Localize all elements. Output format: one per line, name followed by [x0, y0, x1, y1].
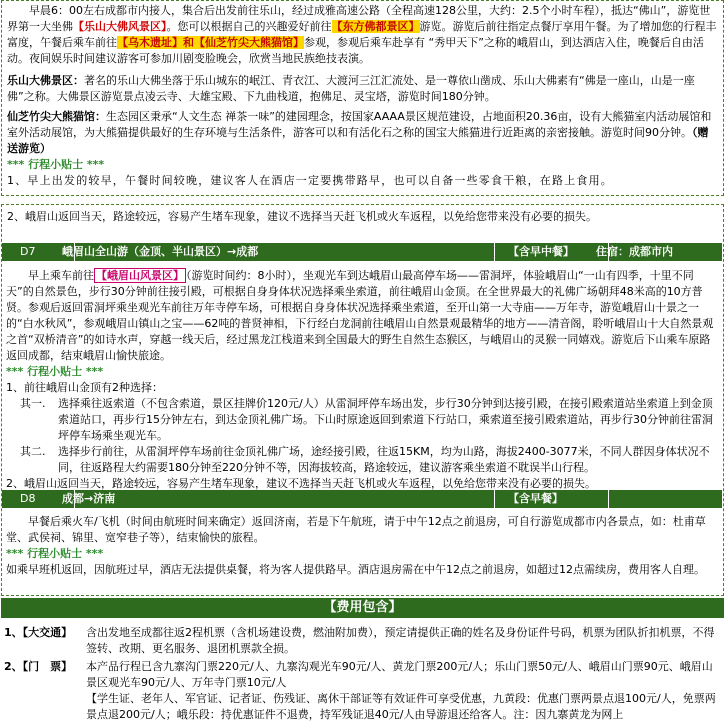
tip-item: 2、峨眉山返回当天，路途较远，容易产生堵车现象，建议不选择当天赶飞机或火车返程，以免给您带来没有必要的损失。: [6, 477, 596, 490]
leshan-desc: [7, 73, 718, 105]
tip-item: 2、峨眉山返回当天，路途较远，容易产生堵车现象，建议不选择当天赶飞机或火车返程，以免给您带来没有必要的损失。: [7, 210, 597, 223]
option-text: 选择步行前往，从雷洞坪停车场前往金顶礼佛广场，途经接引殿，往返15KM，均为山路，海拔2400-3077米，不同人群因身体状况不同，往返路程大约需要180分钟至220分钟不等，因海拔较高，路途较远，建议游客乘坐索道不耽误半山行程。: [58, 445, 710, 474]
day-header-d8: [2, 490, 722, 508]
tip-item: 如乘早班机返回，因航班过早，酒店无法提供桌餐，将为客人提供路早。酒店退房需在中午12点之前退房，如超过12点需续房，费用客人自理。: [6, 563, 705, 576]
panda-desc: [7, 109, 718, 157]
tips-title: *** 行程小贴士 ***: [7, 158, 105, 171]
fee-text: 含出发地至成都往返2程机票（含机场建设费，燃油附加费），预定请提供正确的姓名及身份证件号码，机票为团队折扣机票，不得签转、改期、更名服务、退团机票款全损。: [86, 626, 715, 655]
option-two: [6, 444, 718, 476]
empty-cell: [588, 490, 725, 508]
paragraph-text: 游览。游览后前往指定点餐厅享用午餐。为了增加您的行程丰富度，午餐后乘车前往: [7, 20, 717, 49]
panda-gift: （赠送游览）: [7, 126, 709, 155]
day-paragraph: [6, 268, 718, 364]
fee-label: 1、【大交通】: [4, 626, 73, 639]
day-paragraph: [7, 3, 718, 67]
panda-label: 仙芝竹尖大熊猫馆：: [7, 110, 106, 123]
panda-text: 生态园区秉承“人文生态 禅茶一味”的建园理念，按国家AAAA景区规范建设，占地面积20.36亩，设有大熊猫室内活动展馆和室外活动展馆，为大熊猫提供最好的生存环境与生活条件，游客可以和有活化石之称的国宝大熊猫进行近距离的亲密接触。游览时间90分钟。: [7, 110, 712, 139]
leshan-highlight: 【乐山大佛风景区】: [73, 20, 167, 33]
tip-item: 1、前往峨眉山金顶有2种选择：: [6, 381, 163, 394]
leshan-text: 著名的乐山大佛坐落于乐山城东的岷江、青衣江、大渡河三江汇流处、是一尊依山凿成、乐山大佛素有“佛是一座山，山是一座佛”之称。大佛景区游览景点凌云寺、大雄宝殿、下九曲栈道，抱佛足、灵宝塔，游览时间180分钟。: [7, 74, 695, 103]
paragraph-text: 早上乘车前往: [28, 269, 94, 282]
option-text: 选择乘往返索道（不包含索道，景区挂牌价120元/人）从雷洞坪停车场出发，步行30分钟到达接引殿，在接引殿索道站坐索道上到金顶索道站口，再步行15分钟左右，到达金顶礼佛广场。下山时原途返回到索道下行站口，乘索道至接引殿索道站，再步行30分钟前往雷洞坪停车场乘坐观光车。: [58, 397, 713, 442]
emeishan-highlight: 【峨眉山风景区】: [96, 269, 184, 282]
fees-list: [4, 625, 720, 723]
fee-label: [4, 691, 86, 723]
day-number: D7: [2, 243, 75, 261]
option-label: 其一.: [20, 397, 46, 410]
fee-item: [4, 625, 720, 657]
option-one: [6, 396, 718, 444]
paragraph-text: 参观，参观后乘车赴享有 “秀甲天下”之称的峨眉山，到达酒店入住，晚餐后自由活动。夜间娱乐时间建议游客可参加川剧变脸晚会，欣赏当地民族绝技表演。: [7, 36, 704, 65]
fee-item: [4, 691, 720, 723]
fee-text: 本产品行程已含九寨沟门票220元/人、九寨沟观光车90元/人、黄龙门票200元/人；乐山门票50元/人、峨眉山门票90元、峨眉山景区观光车90元/人、万年寺门票10元/人: [86, 660, 713, 689]
paragraph-text: 。您可以根据自己的兴趣爱好前往: [166, 20, 332, 33]
paragraph-text: （游览时间约：8小时），坐观光车到达峨眉山最高停车场——雷洞坪，体验峨眉山“一山有四季，十里不同天”的自然景色，步行30分钟前往接引殿，可根据自身身体状况选择乘坐索道，前往峨眉山金顶。在全世界最大的礼佛广场朝拜48米高的10方普贤。参观后返回雷洞坪乘坐观光车前往万年寺停车场，可根据自身身体状况选择乘坐索道，至开山第一大寺庙——万年寺，游览峨眉山十景之一的“白水秋风”，参观峨眉山镇山之宝——62吨的普贤神相，下行经白龙洞前往峨眉山自然景观最精华的地方——清音阁，聆听峨眉山十大自然景观之首“双桥清音”的如诗水声，穿越一线天后，经过黑龙江栈道来到全国最大的野生自然生态猴区，与峨眉山的灵猴一同嬉戏。游览后下山乘车原路返回成都，结束峨眉山愉快旅途。: [6, 269, 714, 362]
day-paragraph: 早餐后乘火车/飞机（时间由航班时间来确定）返回济南，若是下午航班，请于中午12点之前退房，可自行游览成都市内各景点，如：杜甫草堂、武侯祠、锦里、宽窄巷子等），结束愉快的旅程。: [6, 515, 706, 544]
leshan-label: 乐山大佛景区：: [7, 74, 84, 87]
day-title: 峨眉山全山游（金顶、半山景区）→成都: [56, 243, 495, 261]
day-header-d7: [2, 243, 722, 261]
and-highlight: 和: [183, 36, 194, 49]
option-label: 其二.: [20, 445, 46, 458]
tips-title: *** 行程小贴士 ***: [6, 365, 104, 378]
day-content-d7: [6, 268, 718, 492]
day-number: D8: [2, 490, 75, 508]
hotel-info: 住宿：成都市内: [596, 245, 673, 258]
fees-title: 【费用包含】: [1, 598, 724, 618]
day-content-d8: [6, 514, 718, 578]
fee-item: [4, 659, 720, 691]
tips-title: *** 行程小贴士 ***: [6, 547, 104, 560]
wumu-highlight: 【乌木遗址】: [117, 36, 183, 49]
dongfang-highlight: 【东方佛都景区】: [331, 20, 420, 33]
meal-info: 【含早中餐】: [488, 243, 609, 261]
day-title: 成都→济南: [56, 490, 495, 508]
fee-label: 2、【门 票】: [4, 660, 73, 673]
itinerary-block-1: [1, 0, 724, 196]
paragraph-text: 早晨6：00左右成都市内接人，集合后出发前往乐山，经过成雅高速公路（全程高速128公里，大约：2.5个小时车程），抵达“佛山”，游览世界第一大坐佛: [7, 4, 711, 33]
fee-text: 【学生证、老年人、军官证、记者证、伤残证、离休干部证等有效证件可享受优惠，九黄段：优惠门票两景点退100元/人，免票两景点退200元/人；峨乐段：持优惠证件不退费，持军残证退40元/人由导游退还给客人。注：因九寨黄龙为网上: [86, 692, 716, 721]
meal-info: 【含早餐】: [488, 490, 609, 508]
panda-highlight: 【仙芝竹尖大熊猫馆】: [194, 36, 304, 49]
tip-item: 1、早上出发的较早，午餐时间较晚，建议客人在酒店一定要携带路早，也可以自备一些零食干粮，在路上食用。: [7, 174, 613, 187]
